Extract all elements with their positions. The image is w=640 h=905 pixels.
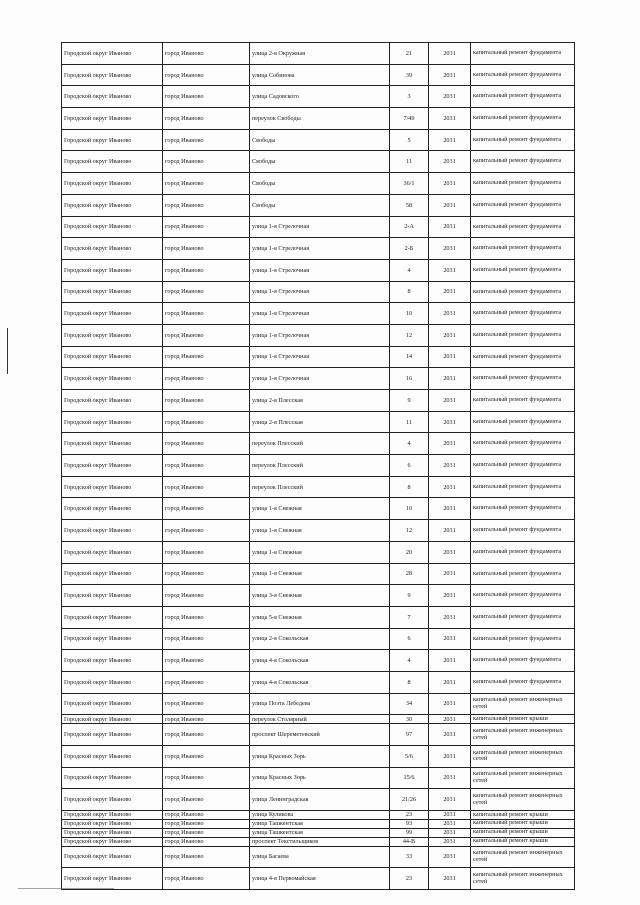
work-type-cell: капитальный ремонт фундамента [471, 216, 575, 238]
work-type-cell: капитальный ремонт фундамента [471, 390, 575, 412]
table-row [62, 216, 575, 238]
district-cell: Городской округ Иваново [62, 259, 163, 281]
table-row [62, 43, 575, 65]
house-number-cell: 21 [390, 43, 429, 65]
district-cell: Городской округ Иваново [62, 724, 163, 746]
street-cell: улица Куликова [250, 810, 390, 819]
house-number-cell: 7 [390, 606, 429, 628]
house-number-cell: 14 [390, 346, 429, 368]
city-cell: город Иваново [163, 86, 250, 108]
district-cell: Городской округ Иваново [62, 810, 163, 819]
year-cell: 2031 [429, 43, 471, 65]
street-cell: улица 1-я Стрелочная [250, 281, 390, 303]
house-number-cell: 99 [390, 828, 429, 837]
year-cell: 2031 [429, 650, 471, 672]
district-cell: Городской округ Иваново [62, 86, 163, 108]
table-row [62, 108, 575, 130]
house-number-cell: 21/26 [390, 789, 429, 811]
city-cell: город Иваново [163, 43, 250, 65]
district-cell: Городской округ Иваново [62, 433, 163, 455]
house-number-cell: 34 [390, 693, 429, 715]
district-cell: Городской округ Иваново [62, 324, 163, 346]
table-row [62, 606, 575, 628]
year-cell: 2031 [429, 455, 471, 477]
year-cell: 2031 [429, 541, 471, 563]
work-type-cell: капитальный ремонт инженерных сетей [471, 724, 575, 746]
work-type-cell: капитальный ремонт фундамента [471, 64, 575, 86]
table-row [62, 498, 575, 520]
scan-margin-mark [7, 328, 8, 374]
house-number-cell: 8 [390, 476, 429, 498]
city-cell: город Иваново [163, 455, 250, 477]
work-type-cell: капитальный ремонт крыши [471, 810, 575, 819]
city-cell: город Иваново [163, 433, 250, 455]
year-cell: 2031 [429, 810, 471, 819]
street-cell: улица 1-я Стрелочная [250, 346, 390, 368]
table-row [62, 86, 575, 108]
city-cell: город Иваново [163, 324, 250, 346]
city-cell: город Иваново [163, 173, 250, 195]
year-cell: 2031 [429, 216, 471, 238]
city-cell: город Иваново [163, 868, 250, 890]
year-cell: 2031 [429, 789, 471, 811]
district-cell: Городской округ Иваново [62, 650, 163, 672]
district-cell: Городской округ Иваново [62, 789, 163, 811]
work-type-cell: капитальный ремонт фундамента [471, 43, 575, 65]
house-number-cell: 4 [390, 433, 429, 455]
table-row [62, 828, 575, 837]
table-row [62, 129, 575, 151]
year-cell: 2031 [429, 346, 471, 368]
table-row [62, 724, 575, 746]
district-cell: Городской округ Иваново [62, 151, 163, 173]
table-row [62, 194, 575, 216]
year-cell: 2031 [429, 259, 471, 281]
table-row [62, 628, 575, 650]
city-cell: город Иваново [163, 724, 250, 746]
city-cell: город Иваново [163, 346, 250, 368]
street-cell: улица 1-я Стрелочная [250, 238, 390, 260]
city-cell: город Иваново [163, 606, 250, 628]
table-row [62, 455, 575, 477]
street-cell: улица 4-я Сокольская [250, 671, 390, 693]
work-type-cell: капитальный ремонт фундамента [471, 129, 575, 151]
table-row [62, 390, 575, 412]
district-cell: Городской округ Иваново [62, 216, 163, 238]
district-cell: Городской округ Иваново [62, 606, 163, 628]
work-type-cell: капитальный ремонт крыши [471, 828, 575, 837]
table-row [62, 810, 575, 819]
table-row [62, 837, 575, 846]
year-cell: 2031 [429, 498, 471, 520]
table-row [62, 346, 575, 368]
house-number-cell: 93 [390, 819, 429, 828]
house-number-cell: 11 [390, 411, 429, 433]
house-number-cell: 2-А [390, 216, 429, 238]
street-cell: улица Красных Зорь [250, 745, 390, 767]
house-number-cell: 10 [390, 303, 429, 325]
work-type-cell: капитальный ремонт фундамента [471, 151, 575, 173]
table-row [62, 650, 575, 672]
street-cell: улица 1-я Стрелочная [250, 324, 390, 346]
street-cell: улица 1-я Снежная [250, 563, 390, 585]
house-number-cell: 8 [390, 671, 429, 693]
district-cell: Городской округ Иваново [62, 303, 163, 325]
work-type-cell: капитальный ремонт фундамента [471, 498, 575, 520]
year-cell: 2031 [429, 868, 471, 890]
city-cell: город Иваново [163, 64, 250, 86]
house-number-cell: 3 [390, 86, 429, 108]
street-cell: улица Ташкентская [250, 828, 390, 837]
work-type-cell: капитальный ремонт инженерных сетей [471, 846, 575, 868]
table-row [62, 411, 575, 433]
city-cell: город Иваново [163, 767, 250, 789]
city-cell: город Иваново [163, 563, 250, 585]
house-number-cell: 6 [390, 455, 429, 477]
year-cell: 2031 [429, 837, 471, 846]
work-type-cell: капитальный ремонт фундамента [471, 671, 575, 693]
year-cell: 2031 [429, 693, 471, 715]
city-cell: город Иваново [163, 650, 250, 672]
city-cell: город Иваново [163, 390, 250, 412]
table-row [62, 715, 575, 724]
district-cell: Городской округ Иваново [62, 64, 163, 86]
street-cell: переулок Плесский [250, 433, 390, 455]
work-type-cell: капитальный ремонт фундамента [471, 650, 575, 672]
district-cell: Городской округ Иваново [62, 108, 163, 130]
street-cell: проспект Шереметевский [250, 724, 390, 746]
work-type-cell: капитальный ремонт инженерных сетей [471, 789, 575, 811]
table-row [62, 281, 575, 303]
house-number-cell: 58 [390, 194, 429, 216]
work-type-cell: капитальный ремонт фундамента [471, 411, 575, 433]
work-type-cell: капитальный ремонт фундамента [471, 324, 575, 346]
table-row [62, 433, 575, 455]
street-cell: улица Красных Зорь [250, 767, 390, 789]
street-cell: улица Багаева [250, 846, 390, 868]
house-number-cell: 9 [390, 585, 429, 607]
city-cell: город Иваново [163, 108, 250, 130]
work-type-cell: капитальный ремонт фундамента [471, 476, 575, 498]
work-type-cell: капитальный ремонт фундамента [471, 368, 575, 390]
table-body [62, 43, 575, 890]
work-type-cell: капитальный ремонт крыши [471, 715, 575, 724]
work-type-cell: капитальный ремонт крыши [471, 819, 575, 828]
district-cell: Городской округ Иваново [62, 455, 163, 477]
street-cell: улица 2-я Плесская [250, 390, 390, 412]
year-cell: 2031 [429, 828, 471, 837]
district-cell: Городской округ Иваново [62, 671, 163, 693]
year-cell: 2031 [429, 194, 471, 216]
work-type-cell: капитальный ремонт фундамента [471, 585, 575, 607]
district-cell: Городской округ Иваново [62, 411, 163, 433]
district-cell: Городской округ Иваново [62, 368, 163, 390]
street-cell: улица 2-я Сокольская [250, 628, 390, 650]
year-cell: 2031 [429, 151, 471, 173]
house-number-cell: 33 [390, 846, 429, 868]
table-row [62, 303, 575, 325]
street-cell: улица 1-я Стрелочная [250, 303, 390, 325]
street-cell: улица 5-я Снежная [250, 606, 390, 628]
district-cell: Городской округ Иваново [62, 43, 163, 65]
district-cell: Городской округ Иваново [62, 238, 163, 260]
house-number-cell: 23 [390, 810, 429, 819]
year-cell: 2031 [429, 173, 471, 195]
street-cell: улица 4-я Сокольская [250, 650, 390, 672]
city-cell: город Иваново [163, 837, 250, 846]
scan-bottom-mark [18, 888, 114, 889]
house-number-cell: 39 [390, 64, 429, 86]
table-row [62, 541, 575, 563]
street-cell: улица 1-я Стрелочная [250, 368, 390, 390]
work-type-cell: капитальный ремонт фундамента [471, 238, 575, 260]
district-cell: Городской округ Иваново [62, 819, 163, 828]
work-type-cell: капитальный ремонт фундамента [471, 520, 575, 542]
district-cell: Городской округ Иваново [62, 715, 163, 724]
city-cell: город Иваново [163, 151, 250, 173]
work-type-cell: капитальный ремонт фундамента [471, 86, 575, 108]
house-number-cell: 6 [390, 628, 429, 650]
year-cell: 2031 [429, 86, 471, 108]
work-type-cell: капитальный ремонт фундамента [471, 108, 575, 130]
table-row [62, 563, 575, 585]
year-cell: 2031 [429, 411, 471, 433]
year-cell: 2031 [429, 745, 471, 767]
house-number-cell: 30 [390, 715, 429, 724]
city-cell: город Иваново [163, 281, 250, 303]
city-cell: город Иваново [163, 541, 250, 563]
street-cell: улица Ташкентская [250, 819, 390, 828]
table-row [62, 585, 575, 607]
city-cell: город Иваново [163, 303, 250, 325]
house-number-cell: 15/6 [390, 767, 429, 789]
city-cell: город Иваново [163, 476, 250, 498]
house-number-cell: 4 [390, 650, 429, 672]
street-cell: Свободы [250, 129, 390, 151]
street-cell: улица 1-я Стрелочная [250, 259, 390, 281]
street-cell: улица 1-я Снежная [250, 520, 390, 542]
year-cell: 2031 [429, 520, 471, 542]
repair-schedule-table [61, 42, 575, 890]
street-cell: улица 3-я Снежная [250, 585, 390, 607]
house-number-cell: 16 [390, 368, 429, 390]
table-row [62, 476, 575, 498]
district-cell: Городской округ Иваново [62, 194, 163, 216]
street-cell: Свободы [250, 173, 390, 195]
district-cell: Городской округ Иваново [62, 828, 163, 837]
city-cell: город Иваново [163, 810, 250, 819]
street-cell: улица Поэта Лебедева [250, 693, 390, 715]
district-cell: Городской округ Иваново [62, 563, 163, 585]
house-number-cell: 11 [390, 151, 429, 173]
street-cell: переулок Свободы [250, 108, 390, 130]
city-cell: город Иваново [163, 585, 250, 607]
house-number-cell: 44-В [390, 837, 429, 846]
city-cell: город Иваново [163, 715, 250, 724]
work-type-cell: капитальный ремонт фундамента [471, 346, 575, 368]
city-cell: город Иваново [163, 216, 250, 238]
year-cell: 2031 [429, 433, 471, 455]
district-cell: Городской округ Иваново [62, 837, 163, 846]
table-row [62, 846, 575, 868]
table-row [62, 324, 575, 346]
street-cell: проспект Текстильщиков [250, 837, 390, 846]
work-type-cell: капитальный ремонт фундамента [471, 194, 575, 216]
table-row [62, 819, 575, 828]
table-row [62, 693, 575, 715]
district-cell: Городской округ Иваново [62, 173, 163, 195]
district-cell: Городской округ Иваново [62, 868, 163, 890]
work-type-cell: капитальный ремонт фундамента [471, 259, 575, 281]
year-cell: 2031 [429, 585, 471, 607]
city-cell: город Иваново [163, 671, 250, 693]
street-cell: переулок Плесский [250, 455, 390, 477]
city-cell: город Иваново [163, 819, 250, 828]
district-cell: Городской округ Иваново [62, 498, 163, 520]
district-cell: Городской округ Иваново [62, 767, 163, 789]
table-row [62, 259, 575, 281]
year-cell: 2031 [429, 628, 471, 650]
city-cell: город Иваново [163, 194, 250, 216]
city-cell: город Иваново [163, 411, 250, 433]
district-cell: Городской округ Иваново [62, 585, 163, 607]
house-number-cell: 9 [390, 390, 429, 412]
year-cell: 2031 [429, 303, 471, 325]
year-cell: 2031 [429, 390, 471, 412]
year-cell: 2031 [429, 108, 471, 130]
house-number-cell: 23 [390, 868, 429, 890]
table-row [62, 151, 575, 173]
city-cell: город Иваново [163, 846, 250, 868]
city-cell: город Иваново [163, 238, 250, 260]
year-cell: 2031 [429, 846, 471, 868]
district-cell: Городской округ Иваново [62, 693, 163, 715]
street-cell: переулок Плесский [250, 476, 390, 498]
work-type-cell: капитальный ремонт инженерных сетей [471, 767, 575, 789]
table-row [62, 671, 575, 693]
work-type-cell: капитальный ремонт фундамента [471, 628, 575, 650]
district-cell: Городской округ Иваново [62, 846, 163, 868]
street-cell: улица 4-я Первомайская [250, 868, 390, 890]
city-cell: город Иваново [163, 828, 250, 837]
work-type-cell: капитальный ремонт фундамента [471, 606, 575, 628]
year-cell: 2031 [429, 819, 471, 828]
street-cell: улица 2-я Окружная [250, 43, 390, 65]
house-number-cell: 8 [390, 281, 429, 303]
house-number-cell: 36/1 [390, 173, 429, 195]
table-row [62, 238, 575, 260]
street-cell: переулок Столярный [250, 715, 390, 724]
district-cell: Городской округ Иваново [62, 281, 163, 303]
year-cell: 2031 [429, 715, 471, 724]
year-cell: 2031 [429, 724, 471, 746]
city-cell: город Иваново [163, 693, 250, 715]
house-number-cell: 28 [390, 563, 429, 585]
district-cell: Городской округ Иваново [62, 476, 163, 498]
house-number-cell: 7/49 [390, 108, 429, 130]
table-row [62, 868, 575, 890]
work-type-cell: капитальный ремонт инженерных сетей [471, 693, 575, 715]
city-cell: город Иваново [163, 745, 250, 767]
year-cell: 2031 [429, 563, 471, 585]
street-cell: улица Садовского [250, 86, 390, 108]
work-type-cell: капитальный ремонт крыши [471, 837, 575, 846]
year-cell: 2031 [429, 767, 471, 789]
work-type-cell: капитальный ремонт фундамента [471, 303, 575, 325]
city-cell: город Иваново [163, 368, 250, 390]
table-row [62, 789, 575, 811]
work-type-cell: капитальный ремонт фундамента [471, 563, 575, 585]
year-cell: 2031 [429, 64, 471, 86]
street-cell: улица 1-я Снежная [250, 541, 390, 563]
year-cell: 2031 [429, 324, 471, 346]
street-cell: улица Ленинградская [250, 789, 390, 811]
year-cell: 2031 [429, 671, 471, 693]
district-cell: Городской округ Иваново [62, 745, 163, 767]
district-cell: Городской округ Иваново [62, 541, 163, 563]
city-cell: город Иваново [163, 520, 250, 542]
district-cell: Городской округ Иваново [62, 628, 163, 650]
district-cell: Городской округ Иваново [62, 129, 163, 151]
year-cell: 2031 [429, 281, 471, 303]
city-cell: город Иваново [163, 129, 250, 151]
house-number-cell: 97 [390, 724, 429, 746]
street-cell: улица 1-я Стрелочная [250, 216, 390, 238]
street-cell: улица 2-я Плесская [250, 411, 390, 433]
house-number-cell: 12 [390, 324, 429, 346]
year-cell: 2031 [429, 606, 471, 628]
house-number-cell: 5 [390, 129, 429, 151]
house-number-cell: 10 [390, 498, 429, 520]
city-cell: город Иваново [163, 259, 250, 281]
year-cell: 2031 [429, 476, 471, 498]
house-number-cell: 20 [390, 541, 429, 563]
year-cell: 2031 [429, 129, 471, 151]
house-number-cell: 5/6 [390, 745, 429, 767]
street-cell: улица 1-я Снежная [250, 498, 390, 520]
district-cell: Городской округ Иваново [62, 346, 163, 368]
house-number-cell: 12 [390, 520, 429, 542]
work-type-cell: капитальный ремонт фундамента [471, 281, 575, 303]
table-row [62, 64, 575, 86]
city-cell: город Иваново [163, 789, 250, 811]
street-cell: улица Собинова [250, 64, 390, 86]
street-cell: Свободы [250, 151, 390, 173]
work-type-cell: капитальный ремонт фундамента [471, 455, 575, 477]
district-cell: Городской округ Иваново [62, 390, 163, 412]
table-row [62, 767, 575, 789]
table-row [62, 368, 575, 390]
work-type-cell: капитальный ремонт инженерных сетей [471, 745, 575, 767]
work-type-cell: капитальный ремонт фундамента [471, 173, 575, 195]
city-cell: город Иваново [163, 498, 250, 520]
work-type-cell: капитальный ремонт фундамента [471, 541, 575, 563]
city-cell: город Иваново [163, 628, 250, 650]
table-row [62, 520, 575, 542]
house-number-cell: 2-Б [390, 238, 429, 260]
house-number-cell: 4 [390, 259, 429, 281]
table-row [62, 745, 575, 767]
work-type-cell: капитальный ремонт инженерных сетей [471, 868, 575, 890]
work-type-cell: капитальный ремонт фундамента [471, 433, 575, 455]
district-cell: Городской округ Иваново [62, 520, 163, 542]
street-cell: Свободы [250, 194, 390, 216]
table-row [62, 173, 575, 195]
year-cell: 2031 [429, 368, 471, 390]
year-cell: 2031 [429, 238, 471, 260]
